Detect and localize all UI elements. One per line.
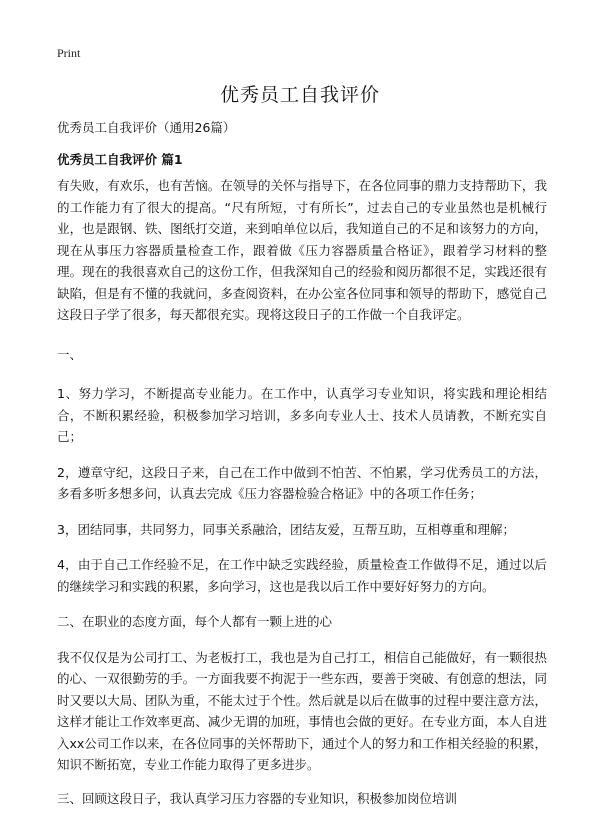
document-body: [57, 117, 547, 809]
section-two-heading: 二、在职业的态度方面，每个人都有一颗上进的心: [57, 614, 333, 629]
section-two-paragraph: 我不仅仅是为公司打工、为老板打工，我也是为自己打工，相信自己能做好，有一颗很热的心、一双很勤劳的手。一方面我要不拘泥于一些东西，要善于突破、有创意的想法，同时又要以大局、团队为重，不能太过于个性。然后就是以后在做事的过程中要注意方法，这样才能让工作效率更高、减少无谓的加班，事情也会做的更好。在专业方面，本人自进入xx公司工作以来，在各位同事的关怀帮助下，通过个人的努力和工作相关经验的积累，知识不断拓宽，专业工作能力取得了更多进步。: [57, 649, 547, 772]
list-item-2: 2，遵章守纪，这段日子来，自己在工作中做到不怕苦、不怕累，学习优秀员工的方法，多看多听多想多问，认真去完成《压力容器检验合格证》中的各项工作任务；: [57, 464, 547, 501]
list-item-3: 3，团结同事，共同努力，同事关系融洽，团结友爱，互帮互助，互相尊重和理解；: [57, 521, 515, 537]
document-subtitle: 优秀员工自我评价（通用26篇）: [57, 120, 236, 135]
section-heading: 优秀员工自我评价 篇1: [57, 151, 183, 167]
section-one-label: 一、: [57, 346, 83, 362]
list-item-4: 4，由于自己工作经验不足，在工作中缺乏实践经验，质量检查工作做得不足，通过以后的继续学习和实践的积累，多向学习，这也是我以后工作中要好好努力的方向。: [57, 557, 547, 594]
print-link[interactable]: Print: [57, 46, 81, 60]
intro-paragraph: 有失败，有欢乐，也有苦恼。在领导的关怀与指导下，在各位同事的鼎力支持帮助下，我的工作能力有了很大的提高。“尺有所短，寸有所长”，过去自己的专业虽然也是机械行业，也是跟钢、铁、图纸打交道，来到咱单位以后，我知道自己的不足和该努力的方向，现在从事压力容器质量检查工作，跟着做《压力容器质量合格证》，跟着学习材料的整理。现在的我很喜欢自己的这份工作，但我深知自己的经验和阅历都很不足，实践还很有缺陷，但是有不懂的我就问，多查阅资料，在办公室各位同事和领导的帮助下，感觉自己这段日子学了很多，每天都很充实。现将这段日子的工作做一个自我评定。: [57, 178, 547, 322]
list-item-1: 1、努力学习，不断提高专业能力。在工作中，认真学习专业知识，将实践和理论相结合，不断积累经验，积极参加学习培训，多多向专业人士、技术人员请教，不断充实自己；: [57, 386, 547, 444]
document-title: 优秀员工自我评价: [219, 84, 380, 106]
section-three-heading: 三、回顾这段日子，我认真学习压力容器的专业知识，积极参加岗位培训: [57, 790, 458, 806]
